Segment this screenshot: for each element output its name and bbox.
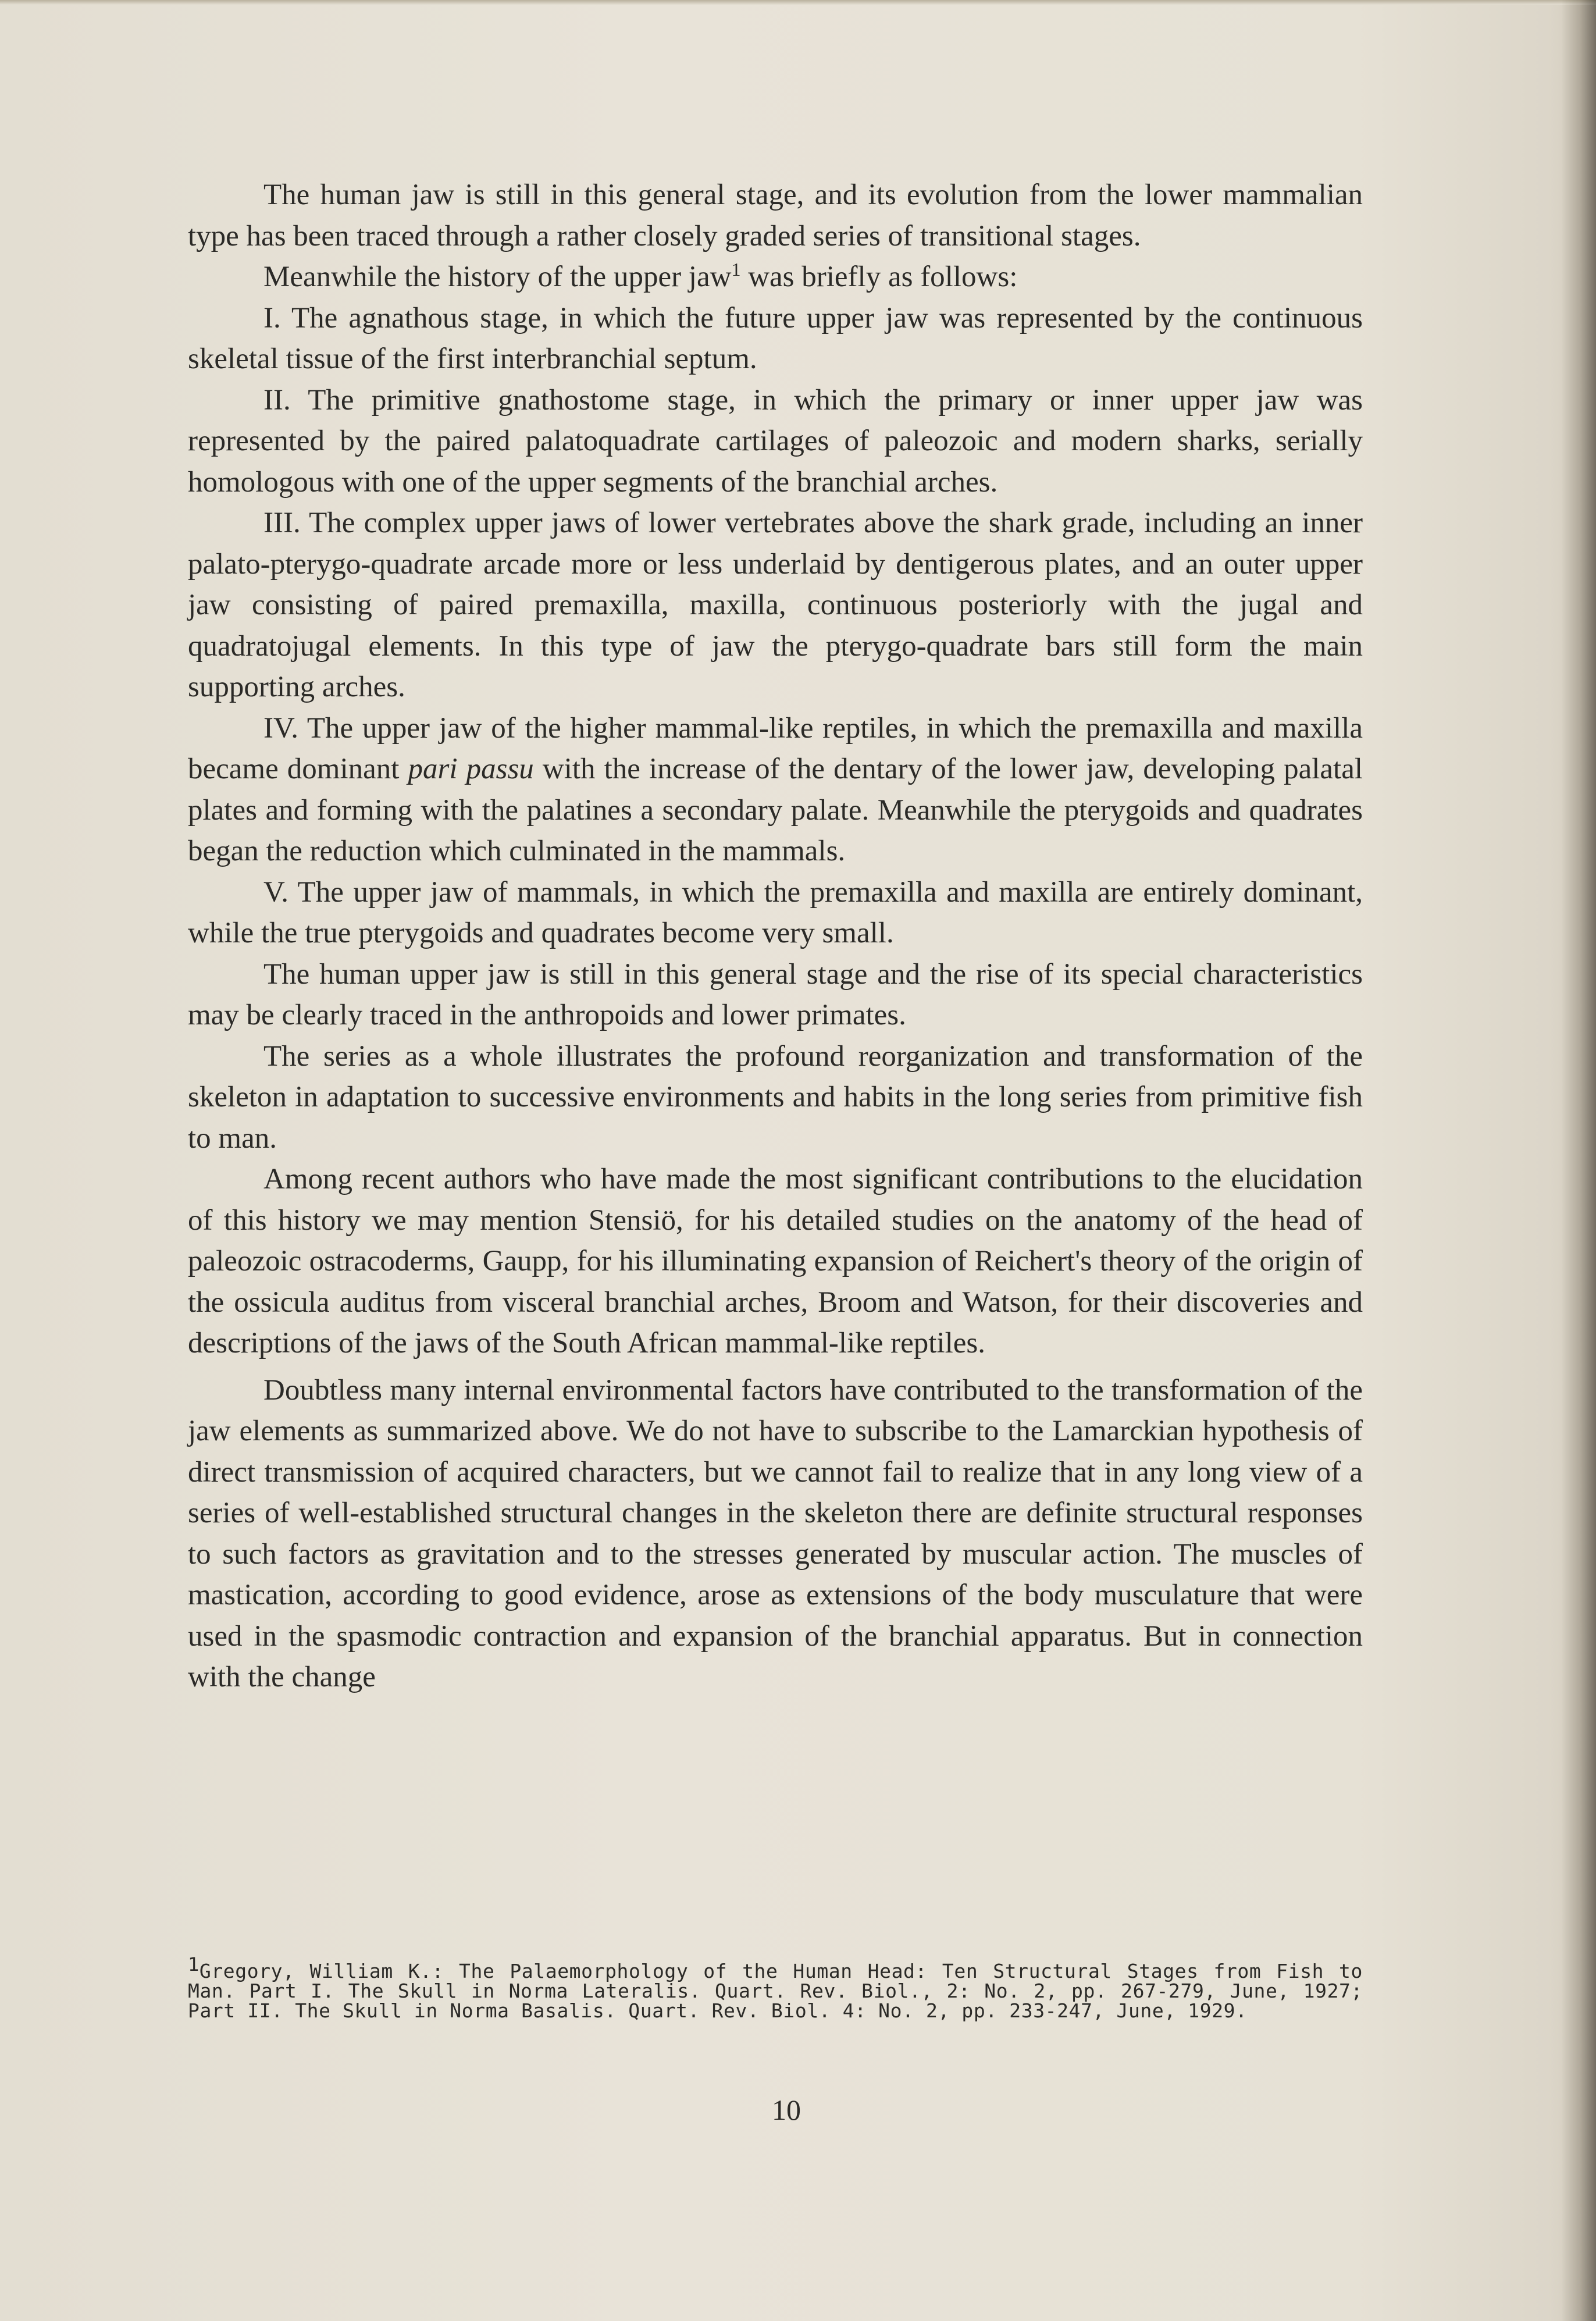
paragraph-factors: Doubtless many internal environmental factors have contributed to the transformation of the jaw elements as summarized above. We do not have to subscribe to the Lamarckian hypothesis of direct transmission of acquired characters, but we cannot fail to realize that in any long view of a series of well-established structural changes in the skeleton there are definite structural responses to such factors as gravitation and to the stresses generated by muscular action. The muscles of mastication, according to good evidence, arose as extensions of the body musculature that were used in the spasmodic contraction and expansion of the branchial apparatus. But in connection with the change (188, 1373, 1363, 1693)
stage-iv-text-end: with the increase of the dentary of the lower jaw, developing palatal plates and forming with the palatines a secondary palate. Meanwhile the pterygoids and quadrates began the reduction which culminated in the mammals. (188, 753, 1363, 867)
paragraph-authors: Among recent authors who have made the most significant contributions to the elucidation of this history we may mention Stensiö, for his detailed studies on the anatomy of the head of paleozoic ostracoderms, Gaupp, for his illuminating expansion of Reichert's theory of the origin of the ossicula auditus from visceral branchial arches, Broom and Watson, for their discoveries and descriptions of the jaws of the South African mammal-like reptiles. (188, 1163, 1363, 1359)
paragraph-series: The series as a whole illustrates the profound reorganization and transformation of the skeleton in adaptation to successive environments and habits in the long series from primitive fish to man. (188, 1040, 1363, 1155)
paragraph-stage-ii: II. The primitive gnathostome stage, in which the primary or inner upper jaw was represented by the paired palatoquadrate cartilages of paleozoic and modern sharks, serially homologous with one of the upper segments of the branchial arches. (188, 383, 1363, 499)
footnote-text: Gregory, William K.: The Palaemorphology of the Human Head: Ten Structural Stages from Fish to Man. Part I. The Skull in Norma Lateralis. Quart. Rev. Biol., 2: No. 2, pp. 267-279, June, 1927; Part II. The Skull in Norma Basalis. Quart. Rev. Biol. 4: No. 2, pp. 233-247, June, 1929. (188, 1960, 1363, 2022)
paragraph-stage-i: I. The agnathous stage, in which the future upper jaw was represented by the continuous skeletal tissue of the first interbranchial septum. (188, 301, 1363, 375)
footnote-marker: 1 (188, 1953, 200, 1975)
meanwhile-text-end: was briefly as follows: (740, 261, 1018, 293)
page-binding-edge (1561, 0, 1596, 2321)
paragraph-jaw-stage: The human jaw is still in this general stage, and its evolution from the lower mammalian type has been traced through a rather closely graded series of transitional stages. (188, 179, 1363, 252)
stage-iv-italic: pari passu (408, 753, 534, 785)
stage-iv-text: IV. The upper jaw of the higher mammal-like reptiles, in which the premaxilla and maxilla became dominant (188, 711, 1363, 785)
body-text (188, 175, 1363, 1698)
footnote-reference: 1 (731, 259, 741, 280)
paragraph-stage-v: V. The upper jaw of mammals, in which the premaxilla and maxilla are entirely dominant, while the true pterygoids and quadrates become very small. (188, 875, 1363, 949)
paragraph-stage-iv (188, 708, 1363, 872)
paragraph-stage-iii: III. The complex upper jaws of lower vertebrates above the shark grade, including an inner palato-pterygo-quadrate arcade more or less underlaid by dentigerous plates, and an outer upper jaw consisting of paired premaxilla, maxilla, continuous posteriorly with the jugal and quadratojugal elements. In this type of jaw the pterygo-quadrate bars still form the main supporting arches. (188, 507, 1363, 703)
footnote (188, 1953, 1363, 2022)
page-top-edge (0, 0, 1596, 5)
page-number: 10 (772, 2094, 801, 2126)
paragraph-human-upper-jaw: The human upper jaw is still in this general stage and the rise of its special characteristics may be clearly traced in the anthropoids and lower primates. (188, 957, 1363, 1031)
paragraph-meanwhile (188, 257, 1363, 298)
meanwhile-text: Meanwhile the history of the upper jaw (263, 261, 732, 293)
